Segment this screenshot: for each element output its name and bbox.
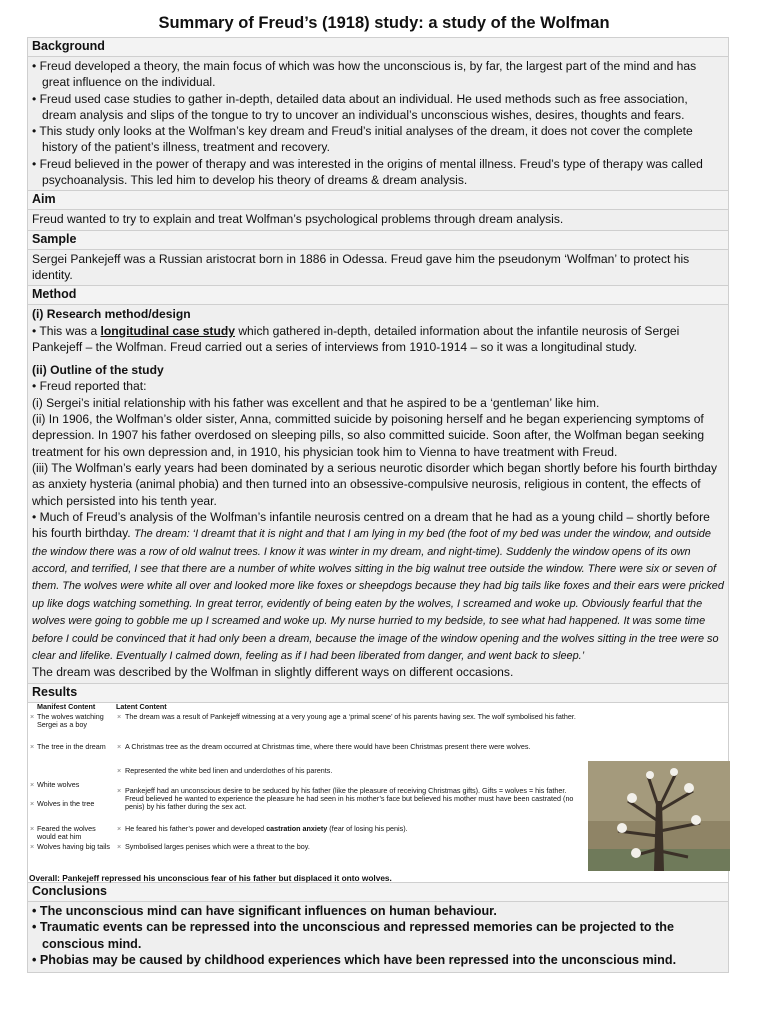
aim-heading: Aim: [28, 191, 728, 210]
latent-cell: × The dream was a result of Pankejeff witnessing at a very young age a ‘primal scene’ of his parents having sex. The wolf symbolised his father.: [125, 713, 583, 721]
latent-cell: × Pankejeff had an unconscious desire to be seduced by his father (like the pleasure of receiving Christmas gifts). Gifts = wolves = his father. Freud believed he wanted to experience the pleasure he had seen in his mother’s face but believed his mother must have been castrated (no penis) by his father during the sex act.: [125, 787, 583, 812]
page-title: Summary of Freud’s (1918) study: a study of the Wolfman: [158, 14, 610, 32]
outline-point: (i) Sergei’s initial relationship with his father was excellent and that he aspired to be a ‘gentleman’ like him.: [32, 395, 600, 410]
outline-point: (ii) In 1906, the Wolfman’s older sister, Anna, committed suicide by poisoning herself and he began experiencing symptoms of depression. In 1907 his father overdosed on sleeping pills, so also committed suicide. Soon after, the Wolfman began seeking treatment for his own depression and, in 1910, his physician took him to Vienna to have treatment with Freud.: [32, 412, 705, 459]
conclusion-bullet: • The unconscious mind can have significant influences on human behaviour.: [32, 903, 497, 918]
background-bullet: • Freud believed in the power of therapy and was interested in the origins of mental illness. Freud’s type of therapy was called psychoanalysis. This led him to develop his theory of dreams & dream analysis.: [32, 156, 703, 188]
research-post: which gathered in-depth, detailed information about the infantile neurosis of Sergei Pankejeff – the Wolfman. Freud carried out a series of interviews from 1910-1914 – so it was a longitudinal study.: [32, 323, 680, 354]
background-section: [28, 57, 728, 191]
method-section: [28, 305, 728, 683]
latent-pre: He feared his father’s power and developed: [125, 823, 267, 833]
outline-heading: (ii) Outline of the study: [32, 363, 164, 378]
conclusion-bullet: • Traumatic events can be repressed into the unconscious and repressed memories can be projected to the conscious mind.: [32, 920, 674, 951]
manifest-cell: × Wolves having big tails: [37, 843, 115, 851]
background-bullet: • Freud developed a theory, the main focus of which was how the unconscious is, by far, the largest part of the mind and has great influence on the individual.: [32, 59, 697, 90]
wolf-tree-painting: [588, 761, 730, 871]
conclusions-heading: Conclusions: [28, 883, 728, 902]
dream-paragraph: [32, 509, 724, 665]
research-pre: • This was a: [32, 323, 101, 338]
sample-text: Sergei Pankejeff was a Russian aristocrat born in 1886 in Odessa. Freud gave him the pseudonym ‘Wolfman’ to protect his identity.: [32, 251, 690, 282]
dream-label: The dream:: [133, 528, 193, 541]
manifest-cell: × Feared the wolves would eat him: [37, 825, 115, 842]
manifest-cell: × The wolves watching Sergei as a boy: [37, 713, 115, 730]
results-heading: Results: [28, 684, 728, 703]
latent-cell: × A Christmas tree as the dream occurred at Christmas time, where there would have been Christmas present there were wolves.: [125, 743, 583, 751]
latent-cell: [125, 825, 583, 833]
background-bullet: • This study only looks at the Wolfman’s key dream and Freud’s initial analyses of the dream, it does not cover the complete history of the patient’s illness, treatment and recovery.: [32, 124, 693, 155]
method-heading: Method: [28, 286, 728, 305]
latent-content-header: Latent Content: [116, 701, 167, 711]
latent-post: (fear of losing his penis).: [327, 823, 408, 833]
conclusions-section: [28, 902, 728, 972]
latent-cell: × Represented the white bed linen and underclothes of his parents.: [125, 767, 583, 775]
wolf-tree-painting-image: [588, 761, 730, 871]
research-method-text: [32, 323, 724, 356]
manifest-cell: × The tree in the dream: [37, 743, 115, 751]
manifest-cell: × Wolves in the tree: [37, 800, 115, 808]
sample-heading: Sample: [28, 231, 728, 250]
dream-described: The dream was described by the Wolfman in slightly different ways on different occasions.: [32, 665, 514, 680]
outline-point: (iii) The Wolfman’s early years had been dominated by a serious neurotic disorder which began shortly before his fourth birthday as anxiety hysteria (animal phobia) and then turned into an obsessive-compulsive neurosis, religious in content, the effects of which persisted into his tenth year.: [32, 460, 718, 508]
results-section: [28, 703, 728, 883]
manifest-cell: × White wolves: [37, 781, 115, 789]
dream-text: ‘I dreamt that it is night and that I am lying in my bed (the foot of my bed was under the window, and outside the window there was a row of old walnut trees. I know it was winter in my dream, and night-time). Suddenly the window opens of its own accord, and terrified, I see that there are a number of white wolves sitting in the big walnut tree outside the window. There were six or seven of them. The wolves were white all over and looked more like foxes or sheepdogs because they had big tails like foxes and their ears were pricked up like dogs watching something. In great terror, evidently of being eaten by the wolves, I screamed and woke up. Obviously fearful that the wolves were going to gobble me up I screamed and woke up. My nurse hurried to my bedside, to see what had happened. It was some time before I could be convinced that it had only been a dream, because the image of the window opening and the wolves sitting in the tree were so clear and lifelike. Eventually I calmed down, feeling as if I had been liberated from danger, and went back to sleep.’: [32, 528, 724, 662]
aim-text: Freud wanted to try to explain and treat Wolfman’s psychological problems through dream analysis.: [32, 212, 564, 227]
freud-reported: • Freud reported that:: [32, 379, 147, 394]
longitudinal-case-study-term: longitudinal case study: [100, 323, 235, 338]
results-overall: Overall: Pankejeff repressed his unconscious fear of his father but displaced it onto wolves.: [29, 872, 392, 883]
background-bullet: • Freud used case studies to gather in-depth, detailed data about an individual. He used methods such as free association, dream analysis and slips of the tongue to try to uncover an individual’s unconscious wishes, desires, thoughts and fears.: [32, 91, 688, 122]
aim-section: [28, 210, 728, 230]
background-heading: Background: [28, 38, 728, 57]
conclusion-bullet: • Phobias may be caused by childhood experiences which have been repressed into the unconscious mind.: [32, 953, 677, 968]
sample-section: [28, 250, 728, 287]
summary-table: [27, 37, 729, 973]
latent-cell: × Symbolised larges penises which were a threat to the boy.: [125, 843, 583, 851]
manifest-content-header: Manifest Content: [37, 701, 96, 711]
dream-intro: • Much of Freud’s analysis of the Wolfman’s infantile neurosis centred on a dream that he had as a young child – shortly before his fourth birthday.: [32, 509, 710, 541]
castration-anxiety-term: castration anxiety: [266, 823, 328, 833]
research-method-heading: (i) Research method/design: [32, 307, 191, 322]
